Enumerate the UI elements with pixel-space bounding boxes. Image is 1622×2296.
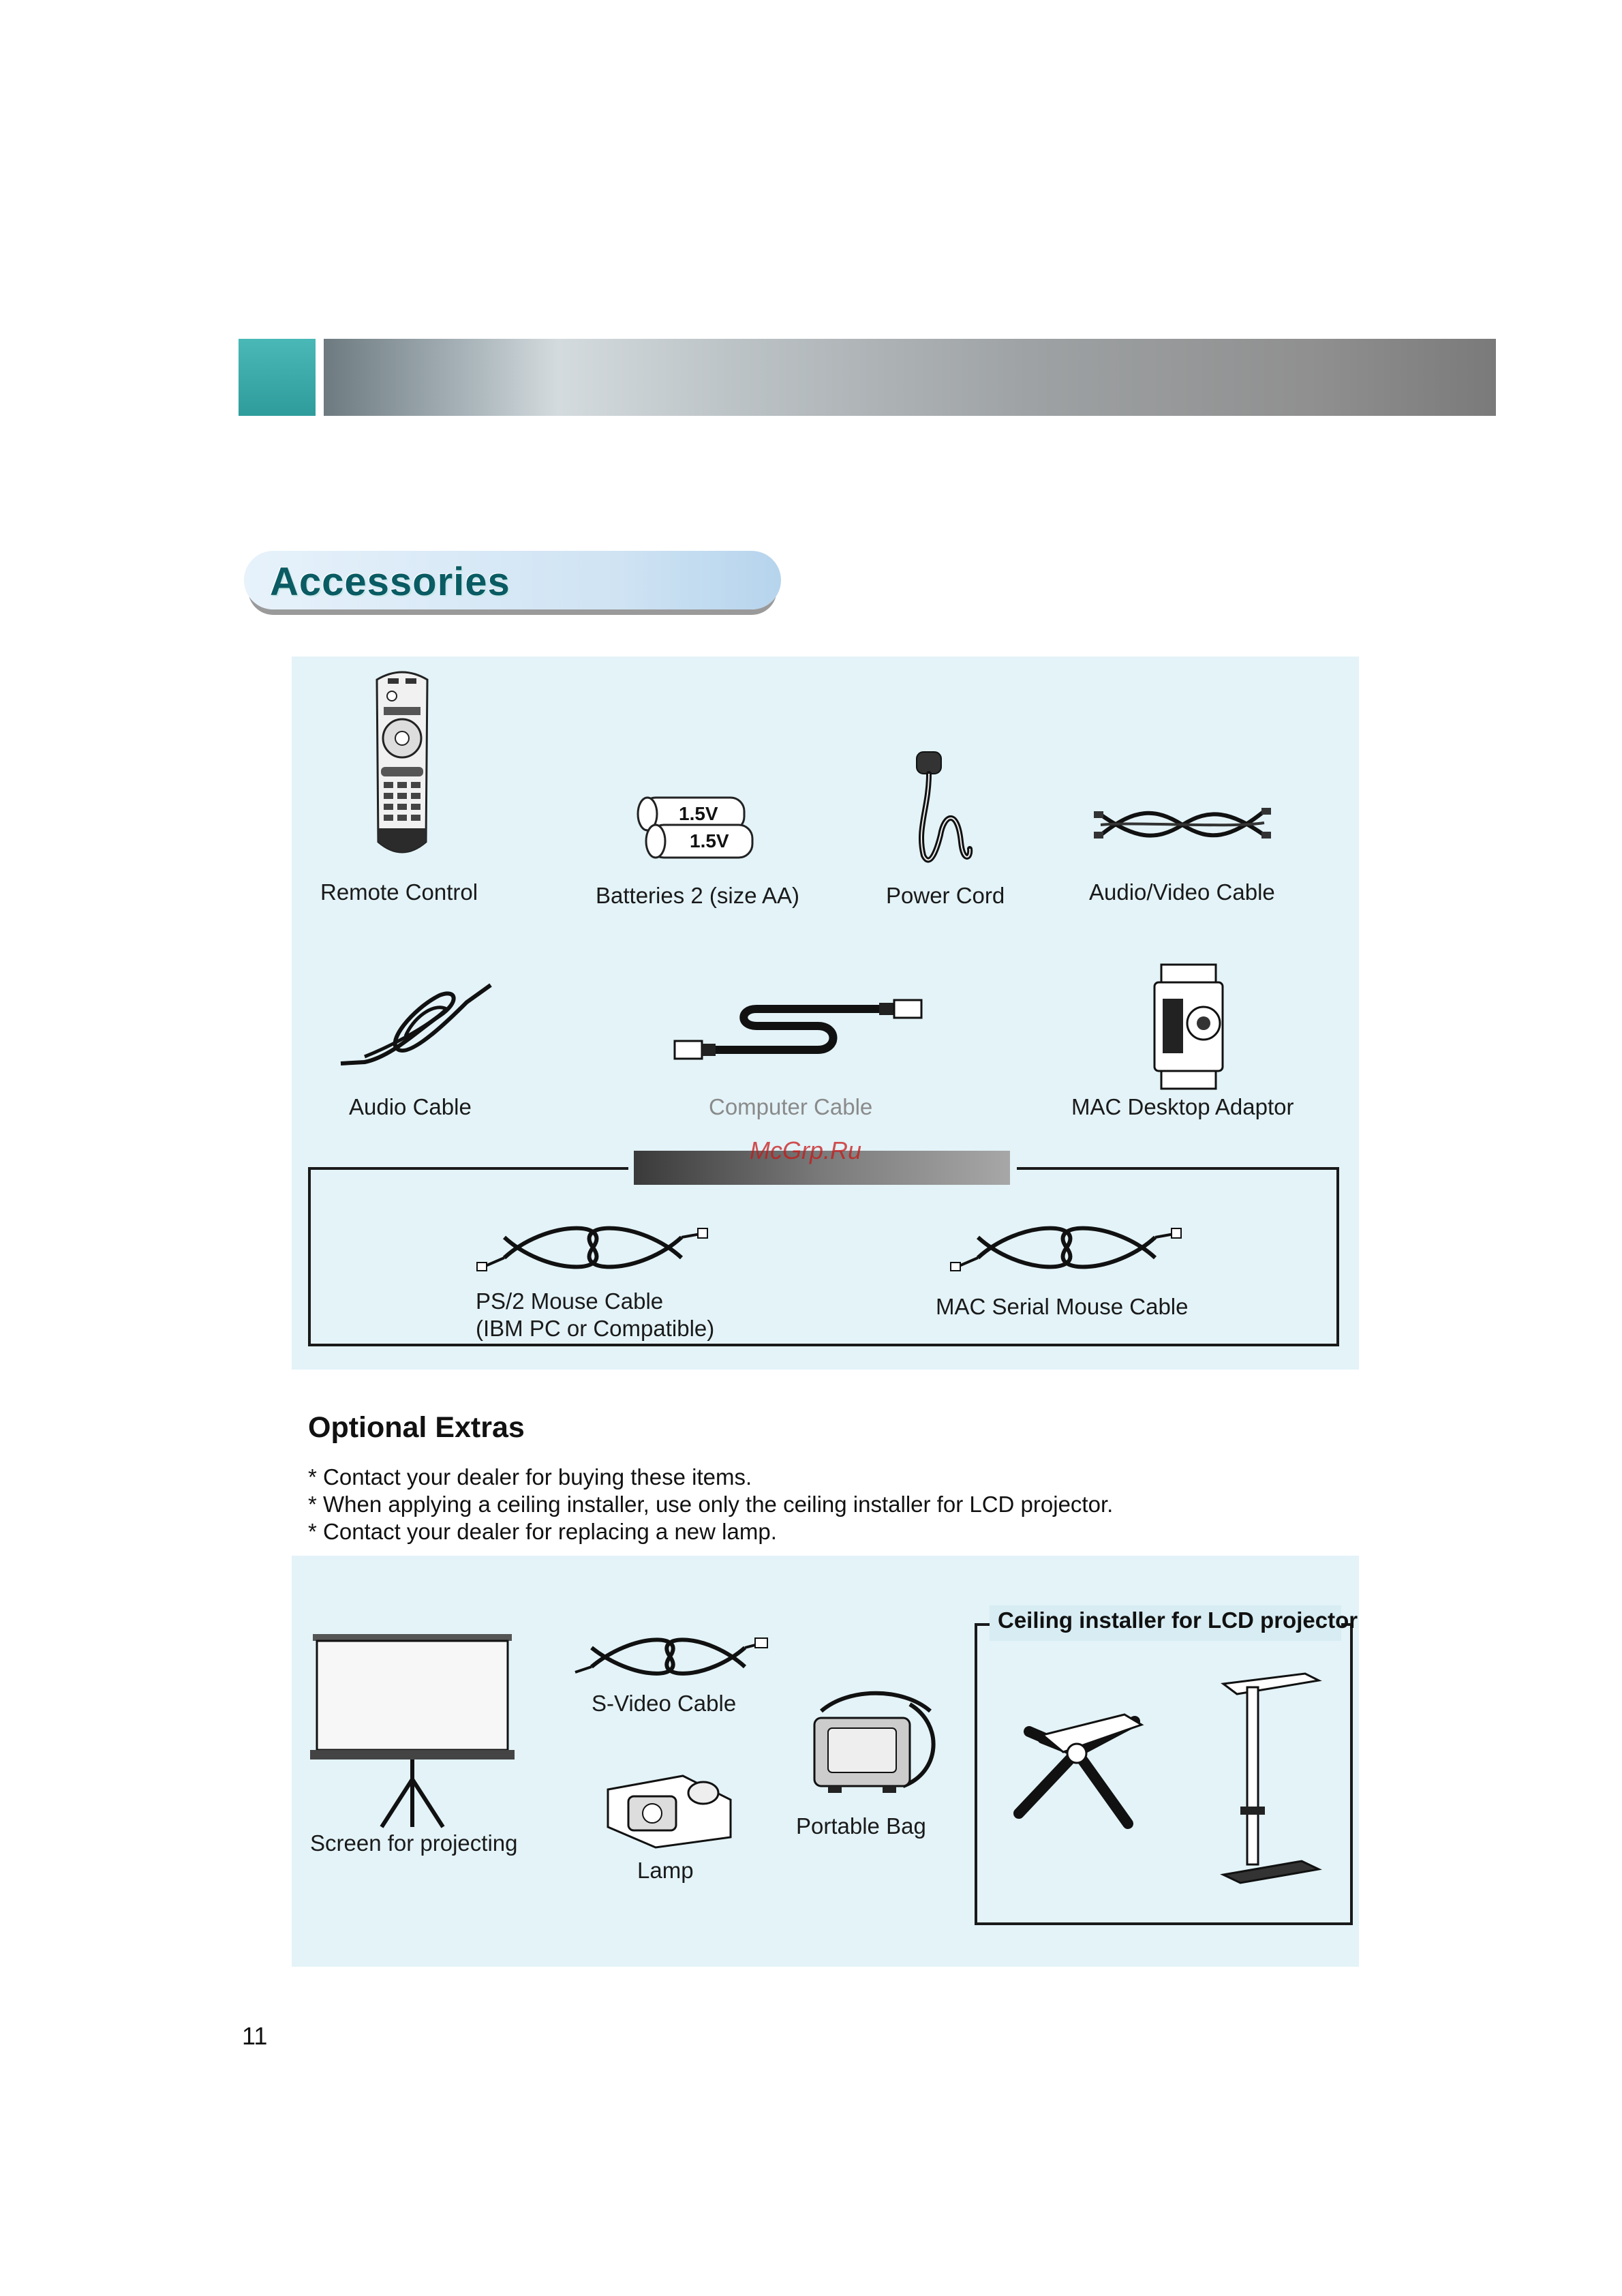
- ceiling-mount-pole-icon: [1220, 1670, 1322, 1895]
- computer-cable-label: Computer Cable: [709, 1094, 873, 1119]
- lamp-label: Lamp: [637, 1858, 694, 1883]
- ps2-cable-label-line2: (IBM PC or Compatible): [476, 1316, 715, 1341]
- power-cord-icon: [903, 746, 985, 869]
- ps2-cable-icon: [477, 1220, 709, 1275]
- battery-voltage-2: 1.5V: [690, 830, 729, 851]
- optional-extras-title: Optional Extras: [308, 1411, 525, 1444]
- mac-serial-cable-icon: [951, 1220, 1182, 1275]
- section-title: Accessories: [270, 560, 510, 604]
- remote-control-icon: [371, 665, 433, 862]
- note-item: * Contact your dealer for buying these items.: [308, 1464, 752, 1490]
- note-item: * Contact your dealer for replacing a new lamp.: [308, 1519, 777, 1544]
- page-number: 11: [242, 2022, 268, 2050]
- batteries-icon: [634, 791, 763, 873]
- ceiling-installer-title: Ceiling installer for LCD projector: [998, 1607, 1358, 1633]
- svideo-cable-icon: [571, 1633, 769, 1680]
- screen-label: Screen for projecting: [310, 1830, 518, 1856]
- svideo-cable-label: S-Video Cable: [592, 1691, 737, 1716]
- mac-adaptor-icon: [1152, 958, 1230, 1094]
- battery-voltage-1: 1.5V: [679, 803, 718, 824]
- portable-bag-icon: [808, 1691, 944, 1807]
- ps2-cable-label-line1: PS/2 Mouse Cable: [476, 1288, 664, 1314]
- projection-screen-icon: [310, 1633, 515, 1830]
- note-item: * When applying a ceiling installer, use only the ceiling installer for LCD projector.: [308, 1492, 1114, 1517]
- header-accent-block: [239, 339, 316, 416]
- mac-serial-cable-label: MAC Serial Mouse Cable: [936, 1294, 1189, 1319]
- audio-cable-icon: [337, 982, 494, 1070]
- mac-adaptor-label: MAC Desktop Adaptor: [1071, 1094, 1294, 1119]
- batteries-label: Batteries 2 (size AA): [596, 883, 799, 908]
- watermark-text: McGrp.Ru: [750, 1136, 862, 1164]
- computer-cable-icon: [675, 999, 927, 1067]
- remote-control-label: Remote Control: [320, 879, 478, 905]
- av-cable-icon: [1094, 801, 1271, 849]
- power-cord-label: Power Cord: [886, 883, 1005, 908]
- ceiling-mount-bracket-icon: [1002, 1711, 1152, 1834]
- portable-bag-label: Portable Bag: [796, 1813, 926, 1839]
- audio-cable-label: Audio Cable: [349, 1094, 472, 1119]
- header-gradient-bar: [324, 339, 1496, 416]
- av-cable-label: Audio/Video Cable: [1089, 879, 1275, 905]
- lamp-icon: [601, 1762, 737, 1851]
